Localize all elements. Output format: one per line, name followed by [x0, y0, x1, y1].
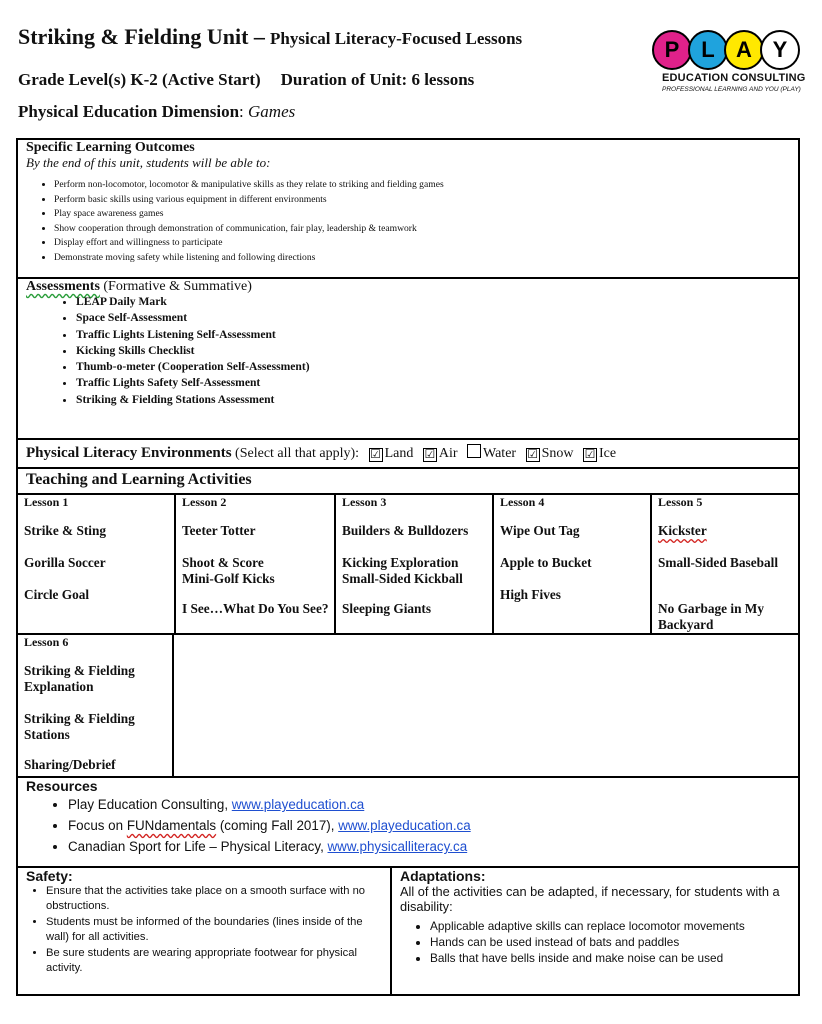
resource-link[interactable]: www.playeducation.ca — [338, 818, 471, 833]
assessment-item: • Kicking Skills Checklist — [76, 343, 310, 359]
environments-row — [26, 444, 616, 462]
assessments-heading — [26, 279, 252, 295]
env-option-ice[interactable] — [583, 446, 616, 461]
safety-adaptations-section — [16, 866, 800, 996]
logo-letter-p: P — [652, 30, 692, 70]
empty-lesson-area — [172, 633, 800, 776]
env-label-ice: Ice — [598, 446, 617, 461]
dimension-value: Games — [248, 102, 296, 121]
checkbox-snow[interactable]: ☑ — [527, 447, 538, 461]
assessment-item: • LEAP Daily Mark — [76, 294, 310, 310]
resource-text: Canadian Sport for Life – Physical Literacy, — [68, 839, 328, 854]
lesson-column-3 — [336, 495, 494, 635]
lesson-activity: Wipe Out Tag — [500, 523, 580, 538]
assessment-item: • Striking & Fielding Stations Assessment — [76, 392, 310, 408]
resource-item — [68, 836, 471, 857]
environments-label: Physical Literacy Environments — [26, 445, 232, 461]
logo-line-1: EDUCATION CONSULTING — [662, 72, 806, 84]
checkbox-ice[interactable]: ☑ — [584, 447, 596, 461]
lesson-activity: Kickster — [658, 523, 707, 538]
lesson-activity: Apple to Bucket — [500, 555, 592, 570]
environments-section — [16, 438, 800, 470]
safety-item: • Ensure that the activities take place on a smooth surface with no obstructions. — [46, 884, 386, 913]
resource-text: FUNdamentals — [126, 818, 217, 833]
play-logo — [652, 30, 806, 100]
safety-heading: Safety: — [26, 868, 73, 884]
lesson-activity: Teeter Totter — [182, 523, 256, 538]
resource-item — [68, 815, 471, 836]
logo-letter-a: A — [724, 30, 764, 70]
safety-section — [18, 868, 392, 994]
lesson-title: Lesson 4 — [500, 495, 545, 509]
unit-duration: Duration of Unit: 6 lessons — [280, 70, 475, 89]
resources-list — [52, 794, 471, 857]
unit-title-sub: Physical Literacy-Focused Lessons — [270, 29, 523, 48]
assessment-item: • Traffic Lights Listening Self-Assessment — [76, 327, 310, 343]
outcome-item: • Perform basic skills using various equipment in different environments — [54, 193, 444, 208]
outcome-item: • Perform non-locomotor, locomotor & manipulative skills as they relate to striking and fielding games — [54, 178, 444, 193]
assessments-list — [58, 294, 310, 408]
lesson-column-2 — [176, 495, 336, 635]
lesson-activity: Small-Sided Baseball — [658, 555, 779, 570]
outcomes-list — [38, 178, 444, 266]
lesson-activity: I See…What Do You See? — [182, 601, 329, 616]
adaptations-list — [414, 918, 745, 966]
lesson-column-4 — [494, 495, 652, 635]
env-label-snow: Snow — [541, 446, 574, 461]
outcomes-heading: Specific Learning Outcomes — [26, 140, 195, 155]
checkbox-water[interactable] — [467, 444, 481, 458]
assessments-heading-rest: (Formative & Summative) — [99, 279, 252, 294]
env-option-water[interactable] — [467, 446, 516, 461]
outcomes-intro: By the end of this unit, students will be able to: — [26, 155, 271, 170]
resources-section — [16, 776, 800, 868]
env-label-water: Water — [483, 446, 517, 461]
logo-line-2: PROFESSIONAL LEARNING AND YOU (PLAY) — [662, 86, 801, 93]
outcome-item: • Demonstrate moving safety while listening and following directions — [54, 251, 444, 266]
grade-level: Grade Level(s) K-2 (Active Start) — [18, 70, 261, 89]
lesson-activity: Small-Sided Kickball — [342, 571, 463, 586]
outcome-item: • Display effort and willingness to participate — [54, 236, 444, 251]
resources-heading: Resources — [26, 778, 98, 794]
assessments-heading-bold: Assessments — [26, 279, 100, 294]
lesson-column-6 — [16, 633, 174, 776]
assessment-item: • Thumb-o-meter (Cooperation Self-Assessment) — [76, 359, 310, 375]
lesson-title: Lesson 6 — [24, 635, 69, 649]
lesson-title: Lesson 5 — [658, 495, 703, 509]
checkbox-land[interactable]: ☑ — [370, 447, 381, 461]
teaching-heading: Teaching and Learning Activities — [26, 471, 252, 488]
logo-letter-y: Y — [760, 30, 800, 70]
lesson-title: Lesson 3 — [342, 495, 387, 509]
lesson-activity: Sharing/Debrief — [24, 757, 116, 772]
lesson-column-1 — [18, 495, 176, 635]
safety-item: • Be sure students are wearing appropriate footwear for physical activity. — [46, 946, 386, 975]
lesson-activity: Gorilla Soccer — [24, 555, 106, 570]
env-option-land[interactable] — [369, 446, 414, 461]
outcome-item: • Play space awareness games — [54, 207, 444, 222]
resource-text: Focus on — [68, 818, 127, 833]
checkbox-air[interactable]: ☑ — [424, 447, 436, 461]
adaptation-item: • Balls that have bells inside and make noise can be used — [430, 950, 745, 966]
env-label-air: Air — [438, 446, 458, 461]
adaptation-item: • Hands can be used instead of bats and paddles — [430, 934, 745, 950]
adaptations-intro: All of the activities can be adapted, if necessary, for students with a disability: — [400, 884, 780, 914]
dimension-line: Physical Education Dimension: Games — [18, 102, 296, 121]
unit-title-main: Striking & Fielding Unit – — [18, 24, 265, 49]
resource-link[interactable]: www.physicalliteracy.ca — [327, 839, 468, 854]
assessments-section — [16, 277, 800, 439]
lesson-column-5 — [652, 495, 798, 635]
lesson-activity: Sleeping Giants — [342, 601, 432, 616]
lesson-activity: High Fives — [500, 587, 561, 602]
unit-title — [18, 24, 522, 50]
logo-letter-l: L — [688, 30, 728, 70]
learning-outcomes-section — [16, 138, 800, 278]
dimension-label: Physical Education Dimension — [18, 102, 240, 121]
outcome-item: • Show cooperation through demonstration of communication, fair play, leadership & teamwork — [54, 222, 444, 237]
environments-hint: (Select all that apply): — [235, 446, 360, 461]
lesson-activity: No Garbage in My Backyard — [658, 601, 764, 632]
adaptation-item: • Applicable adaptive skills can replace locomotor movements — [430, 918, 745, 934]
lesson-activity: Mini-Golf Kicks — [182, 571, 275, 586]
adaptations-heading: Adaptations: — [400, 868, 486, 884]
lesson-title: Lesson 1 — [24, 495, 69, 509]
assessment-item: • Traffic Lights Safety Self-Assessment — [76, 375, 310, 391]
lesson-title: Lesson 2 — [182, 495, 227, 509]
adaptations-section — [392, 868, 798, 994]
lesson-activity: Circle Goal — [24, 587, 90, 602]
env-option-snow[interactable] — [526, 446, 574, 461]
resource-item — [68, 794, 471, 815]
lesson-activity: Striking & Fielding Explanation — [24, 663, 135, 694]
lesson-activity: Strike & Sting — [24, 523, 107, 538]
resource-text: Play Education Consulting, — [68, 797, 232, 812]
assessment-item: • Space Self-Assessment — [76, 310, 310, 326]
lesson-activity: Shoot & Score — [182, 555, 264, 570]
resource-link[interactable]: www.playeducation.ca — [231, 797, 365, 812]
safety-item: • Students must be informed of the boundaries (lines inside of the wall) for all activities. — [46, 915, 386, 944]
lesson-activity: Builders & Bulldozers — [342, 523, 469, 538]
safety-list — [32, 884, 386, 978]
grade-duration-line — [18, 70, 474, 90]
resource-text: (coming Fall 2017), — [216, 818, 339, 833]
lessons-grid — [16, 493, 800, 635]
lesson-activity: Kicking Exploration — [342, 555, 459, 570]
env-option-air[interactable] — [423, 446, 458, 461]
env-label-land: Land — [384, 446, 414, 461]
lesson-activity: Striking & Fielding Stations — [24, 711, 135, 742]
